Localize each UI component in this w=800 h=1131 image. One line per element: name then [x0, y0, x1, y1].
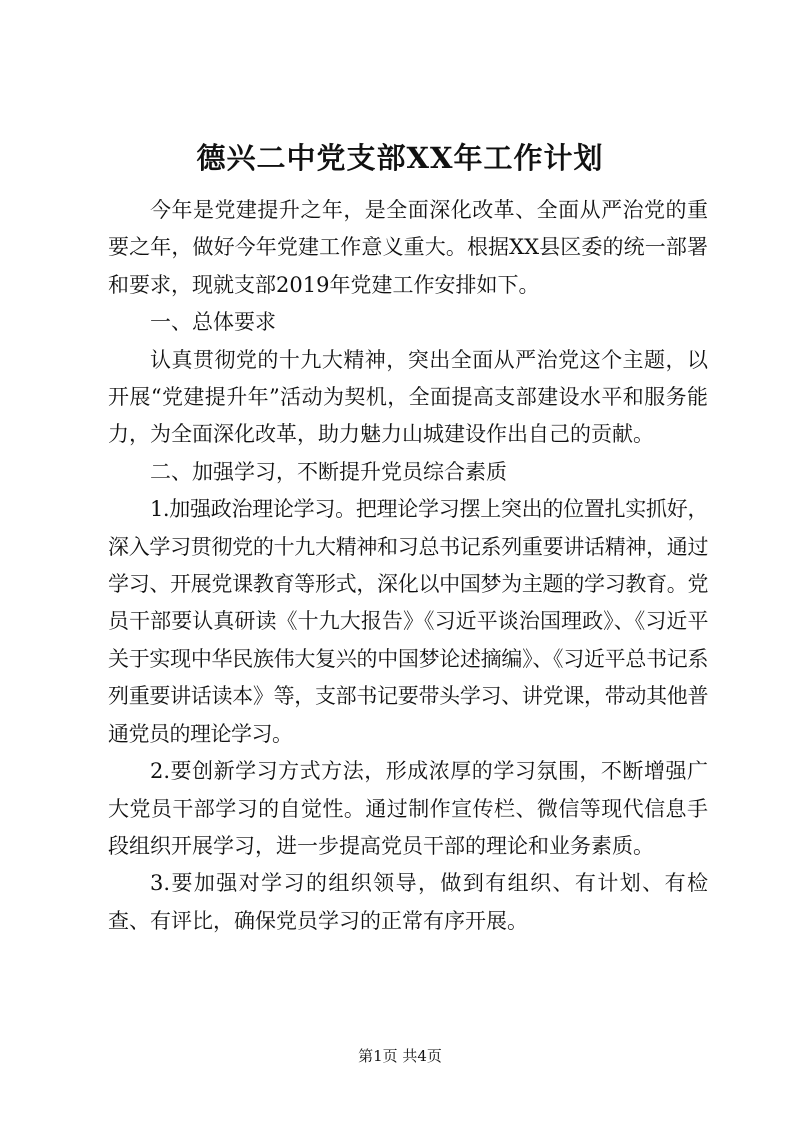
study-item-2-paragraph: 2.要创新学习方式方法，形成浓厚的学习氛围，不断增强广大党员干部学习的自觉性。通过制作宣传栏、微信等现代信息手段组织开展学习，进一步提高党员干部的理论和业务素质。 [108, 759, 708, 858]
study-item-1-paragraph: 1.加强政治理论学习。把理论学习摆上突出的位置扎实抓好，深入学习贯彻党的十九大精神和习总书记系列重要讲话精神，通过学习、开展党课教育等形式，深化以中国梦为主题的学习教育。党员干部要认真研读《十九大报告》《习近平谈治国理政》、《习近平关于实现中华民族伟大复兴的中国梦论述摘编》、《习近平总书记系列重要讲话读本》等，支部书记要带头学习、讲党课，带动其他普通党员的理论学习。 [108, 497, 708, 746]
section-heading-strengthen-study: 二、加强学习，不断提升党员综合素质 [150, 459, 507, 484]
page-footer: 第1页 共4页 [358, 1047, 442, 1065]
document-title: 德兴二中党支部XX年工作计划 [196, 141, 604, 175]
study-item-3-paragraph: 3.要加强对学习的组织领导，做到有组织、有计划、有检查、有评比，确保党员学习的正常有序开展。 [108, 871, 708, 933]
document-body [108, 192, 708, 940]
section-heading-general-requirements: 一、总体要求 [150, 310, 276, 335]
general-requirements-paragraph: 认真贯彻党的十九大精神，突出全面从严治党这个主题，以开展“党建提升年”活动为契机，全面提高支部建设水平和服务能力，为全面深化改革，助力魅力山城建设作出自己的贡献。 [108, 347, 708, 447]
intro-paragraph: 今年是党建提升之年，是全面深化改革、全面从严治党的重要之年，做好今年党建工作意义重大。根据XX县区委的统一部署和要求，现就支部2019年党建工作安排如下。 [108, 198, 708, 297]
